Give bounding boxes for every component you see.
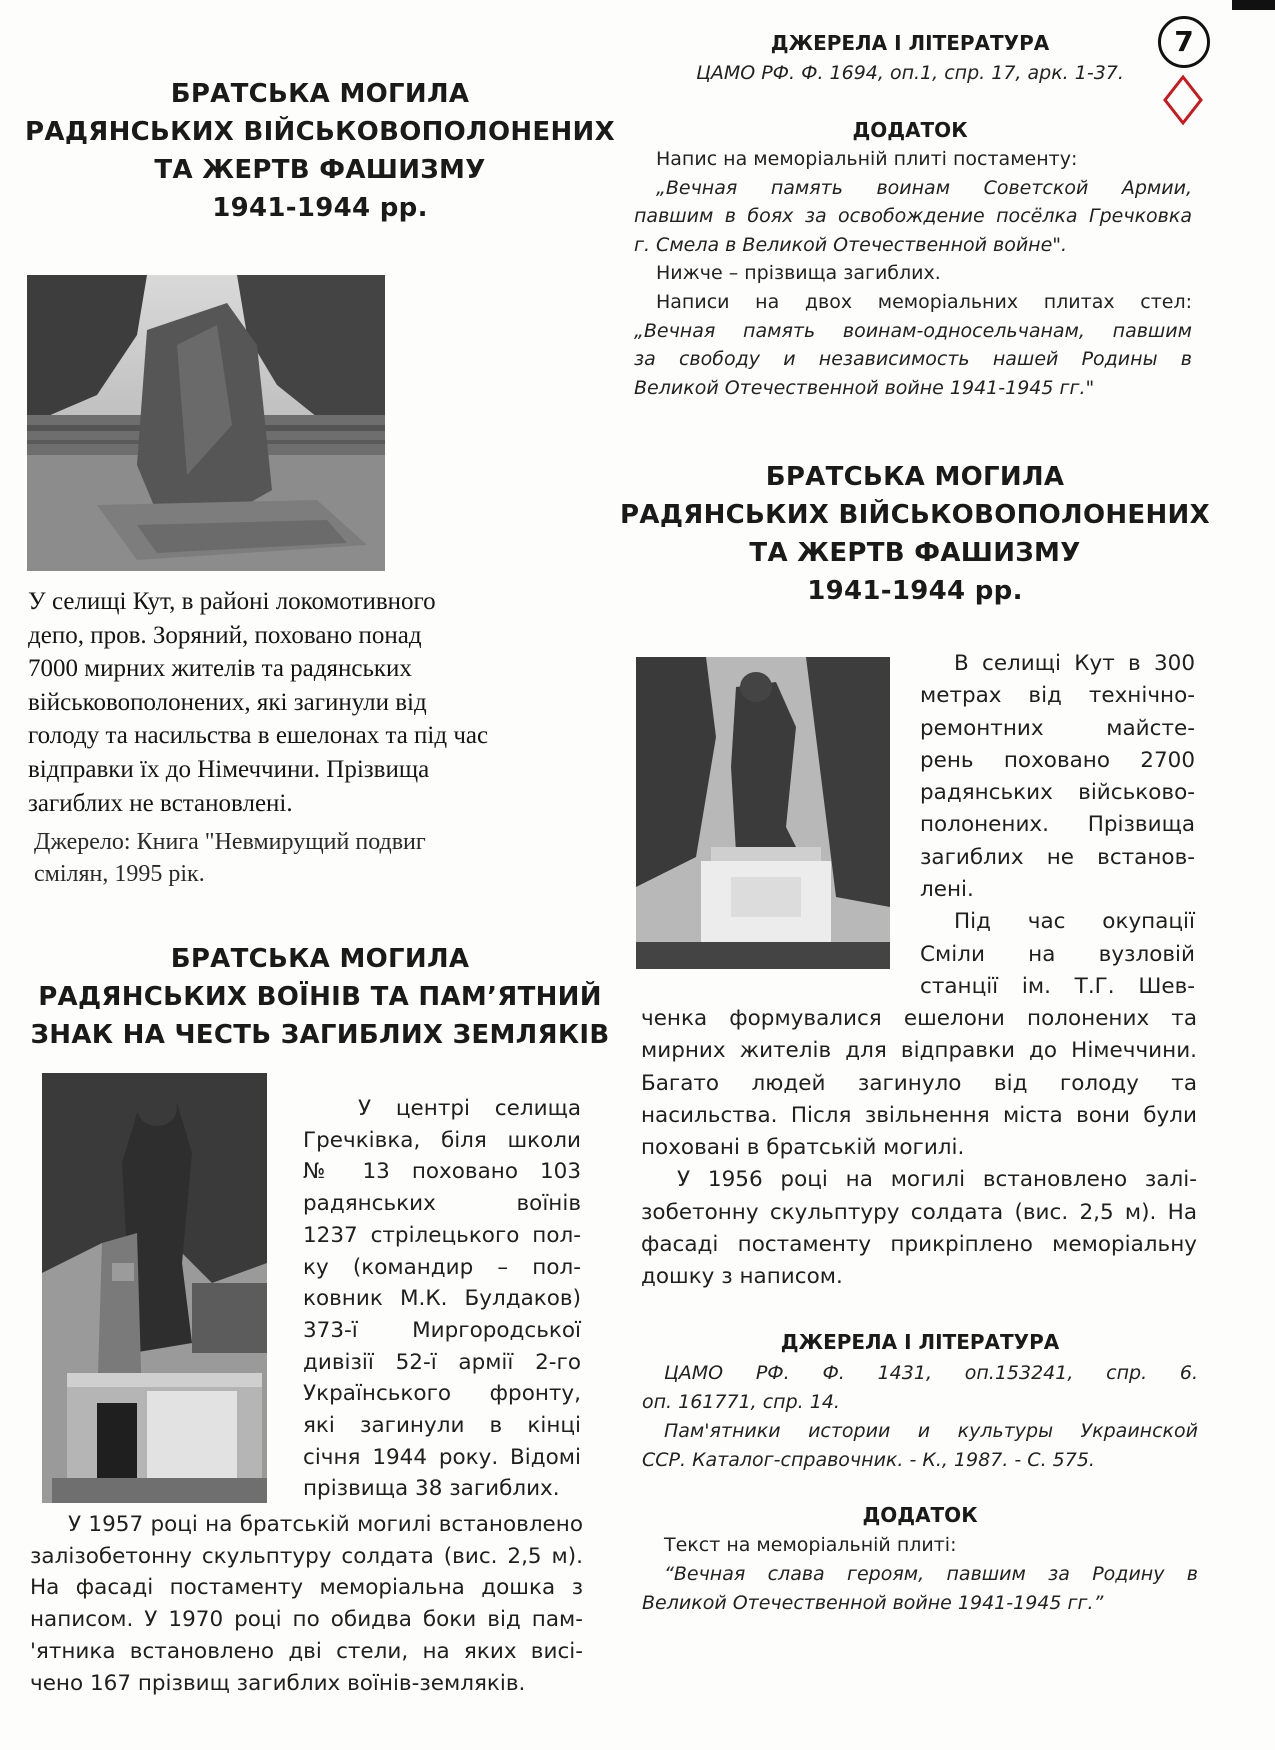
section3-source-line: Пам'ятники истории и культуры Украинской (664, 1420, 1198, 1442)
section2-body-line: січня 1944 року. Відомі (303, 1444, 581, 1470)
soldier-statue-photo (636, 657, 890, 969)
appendix-line: павшим в боях за освобождение посёлка Гречковка (634, 205, 1192, 228)
section2-body-line: 373-ї Миргородської (303, 1317, 581, 1343)
section3-body-line: полонених. Прізвища (920, 812, 1195, 838)
section1-heading-line: РАДЯНСЬКИХ ВІЙСЬКОВОПОЛОНЕНИХ (25, 117, 615, 147)
section3-body-line: ченка формувалися ешелони полонених та (641, 1006, 1197, 1031)
section2-body-line: прізвища 38 загиблих. (303, 1476, 560, 1502)
section1-body-line: відправки їх до Німеччини. Прізвища (28, 755, 430, 783)
section3-body-narrow (920, 648, 1195, 1003)
section3-heading-line: ТА ЖЕРТВ ФАШИЗМУ (749, 538, 1081, 568)
memorial-stone-photo (27, 275, 385, 571)
section2-body-line: На фасаді постаменту меморіальна дошка з (30, 1575, 583, 1601)
section3-body-line: мирних жителів для відправки до Німеччини. (641, 1038, 1197, 1064)
section3-sources-title: ДЖЕРЕЛА І ЛІТЕРАТУРА (780, 1330, 1060, 1354)
right-top-appendix (634, 145, 1192, 402)
section3-heading-line: 1941-1944 рр. (807, 576, 1023, 606)
section2-body-line: написом. У 1970 році по обидва боки від пам- (30, 1607, 583, 1633)
section3-body-line: фасаді постаменту прикріплено меморіальну (641, 1232, 1197, 1258)
section3-body-line: загиблих не встанов- (920, 844, 1195, 870)
section1-body-line: військовополонених, які загинули від (28, 688, 427, 716)
section2-heading-line: БРАТСЬКА МОГИЛА (170, 944, 470, 974)
section1-body-line: голоду та насильства в ешелонах та під час (28, 722, 489, 750)
section3-body-line: метрах від технічно- (920, 683, 1195, 709)
section3-body-line: насильства. Після звільнення міста вони були (641, 1102, 1197, 1128)
section1-body-line: 7000 мирних жителів та радянських (28, 655, 412, 683)
section2-body-line: ку (командир – пол- (303, 1254, 581, 1280)
section1-source-line: Джерело: Книга "Невмирущий подвиг (34, 829, 426, 855)
section3-appendix (642, 1531, 1198, 1618)
section3-source-line: ССР. Каталог-справочник. - К., 1987. - С. 575. (642, 1449, 1095, 1471)
section3-appendix-line: Текст на меморіальній плиті: (664, 1534, 957, 1556)
section2-body-line: У центрі селища (358, 1096, 581, 1121)
section2-heading (20, 940, 620, 1054)
section2-body-line: радянських воїнів (303, 1191, 581, 1217)
section2-body-line: 'ятника встановлено дві стели, на яких висі- (30, 1638, 583, 1664)
section3-body-line: лені. (920, 877, 974, 903)
section1-heading-line: БРАТСЬКА МОГИЛА (170, 79, 470, 109)
right-top-sources-title: ДЖЕРЕЛА І ЛІТЕРАТУРА (770, 31, 1050, 55)
section1-heading-line: ТА ЖЕРТВ ФАШИЗМУ (154, 155, 486, 185)
section3-body-line: ремонтних майсте- (920, 715, 1195, 741)
section1-body-line: У селищі Кут, в районі локомотивного (28, 588, 436, 615)
section3-body-line: Багато людей загинуло від голоду та (641, 1070, 1197, 1096)
section2-body-line: № 13 поховано 103 (303, 1159, 581, 1185)
section2-body-line: дивізії 52-ї армії 2-го (303, 1349, 581, 1375)
section3-sources (642, 1359, 1198, 1475)
section3-body-line: дошку з написом. (641, 1264, 843, 1290)
right-top-sources (630, 59, 1190, 88)
section3-body-line: У 1956 році на могилі встановлено залі- (677, 1167, 1197, 1193)
section3-appendix-title: ДОДАТОК (862, 1503, 978, 1527)
section3-heading (615, 458, 1215, 610)
section1-source (34, 826, 594, 890)
section1-source-line: смілян, 1995 рік. (34, 861, 205, 887)
section3-heading-line: БРАТСЬКА МОГИЛА (765, 462, 1065, 492)
appendix-line: Написи на двох меморіальних плитах стел: (656, 290, 1192, 313)
section3-body-line: Сміли на вузловій (920, 941, 1195, 967)
section3-body-line: станції ім. Т.Г. Шев- (920, 973, 1195, 999)
section2-body-line: У 1957 році на братській могилі встановлено (68, 1512, 583, 1537)
appendix-line: Нижче – прізвища загиблих. (656, 262, 941, 285)
appendix-line: „Вечная память воинам-односельчанам, павшим (634, 319, 1192, 342)
appendix-line: за свободу и независимость нашей Родины в (634, 348, 1192, 371)
section3-appendix-line: “Вечная слава героям, павшим за Родину в (664, 1563, 1198, 1585)
section3-body-wide (641, 1003, 1197, 1294)
appendix-line: Великой Отечественной войне 1941-1945 гг." (634, 376, 1095, 399)
section2-heading-line: ЗНАК НА ЧЕСТЬ ЗАГИБЛИХ ЗЕМЛЯКІВ (30, 1020, 610, 1050)
section1-heading-line: 1941-1944 рр. (212, 193, 428, 223)
section2-body-line: залізобетонну скульптуру солдата (вис. 2,5 м). (30, 1543, 583, 1569)
right-top-appendix-title: ДОДАТОК (852, 118, 968, 142)
section2-body-line: які загинули в кінці (303, 1413, 581, 1439)
section3-heading-line: РАДЯНСЬКИХ ВІЙСЬКОВОПОЛОНЕНИХ (620, 500, 1210, 530)
section2-body-wide (30, 1509, 583, 1699)
soldier-monument-photo (42, 1073, 267, 1503)
section2-body-line: чено 167 прізвищ загиблих воїнів-земляків. (30, 1670, 526, 1696)
section2-body-narrow (303, 1093, 581, 1505)
section2-body-line: Гречківка, біля школи (303, 1127, 581, 1153)
section2-body-line: Українського фронту, (303, 1381, 581, 1407)
section1-body-line: загиблих не встановлені. (28, 789, 293, 817)
appendix-line: г. Смела в Великой Отечественной войне". (634, 233, 1068, 256)
section3-source-line: ЦАМО РФ. Ф. 1431, оп.153241, спр. 6. (664, 1362, 1198, 1384)
section1-heading (20, 75, 620, 227)
appendix-line: „Вечная память воинам Советской Армии, (656, 176, 1192, 199)
section3-body-line: поховані в братській могилі. (641, 1135, 965, 1161)
section3-body-line: Під час окупації (954, 909, 1195, 935)
section2-heading-line: РАДЯНСЬКИХ ВОЇНІВ ТА ПАМ’ЯТНИЙ (38, 982, 602, 1012)
section3-appendix-line: Великой Отечественной войне 1941-1945 гг.” (642, 1592, 1104, 1614)
section3-body-line: радянських військово- (920, 780, 1195, 806)
section3-body-line: рень поховано 2700 (920, 747, 1195, 773)
section1-body (28, 585, 588, 820)
section3-source-line: оп. 161771, спр. 14. (642, 1391, 840, 1413)
appendix-line: Напис на меморіальній плиті постаменту: (656, 148, 1078, 170)
section2-body-line: ковник М.К. Булдаков) (303, 1286, 581, 1312)
page-number: 7 (1158, 16, 1210, 68)
section3-body-line: В селищі Кут в 300 (954, 651, 1195, 676)
section3-body-line: зобетонну скульптуру солдата (вис. 2,5 м). На (641, 1199, 1197, 1225)
section1-body-line: депо, пров. Зоряний, поховано понад (28, 621, 422, 649)
right-top-source-line: ЦАМО РФ. Ф. 1694, оп.1, спр. 17, арк. 1-37. (696, 62, 1124, 84)
scan-edge-mark (1232, 0, 1275, 10)
section2-body-line: 1237 стрілецького пол- (303, 1222, 581, 1248)
